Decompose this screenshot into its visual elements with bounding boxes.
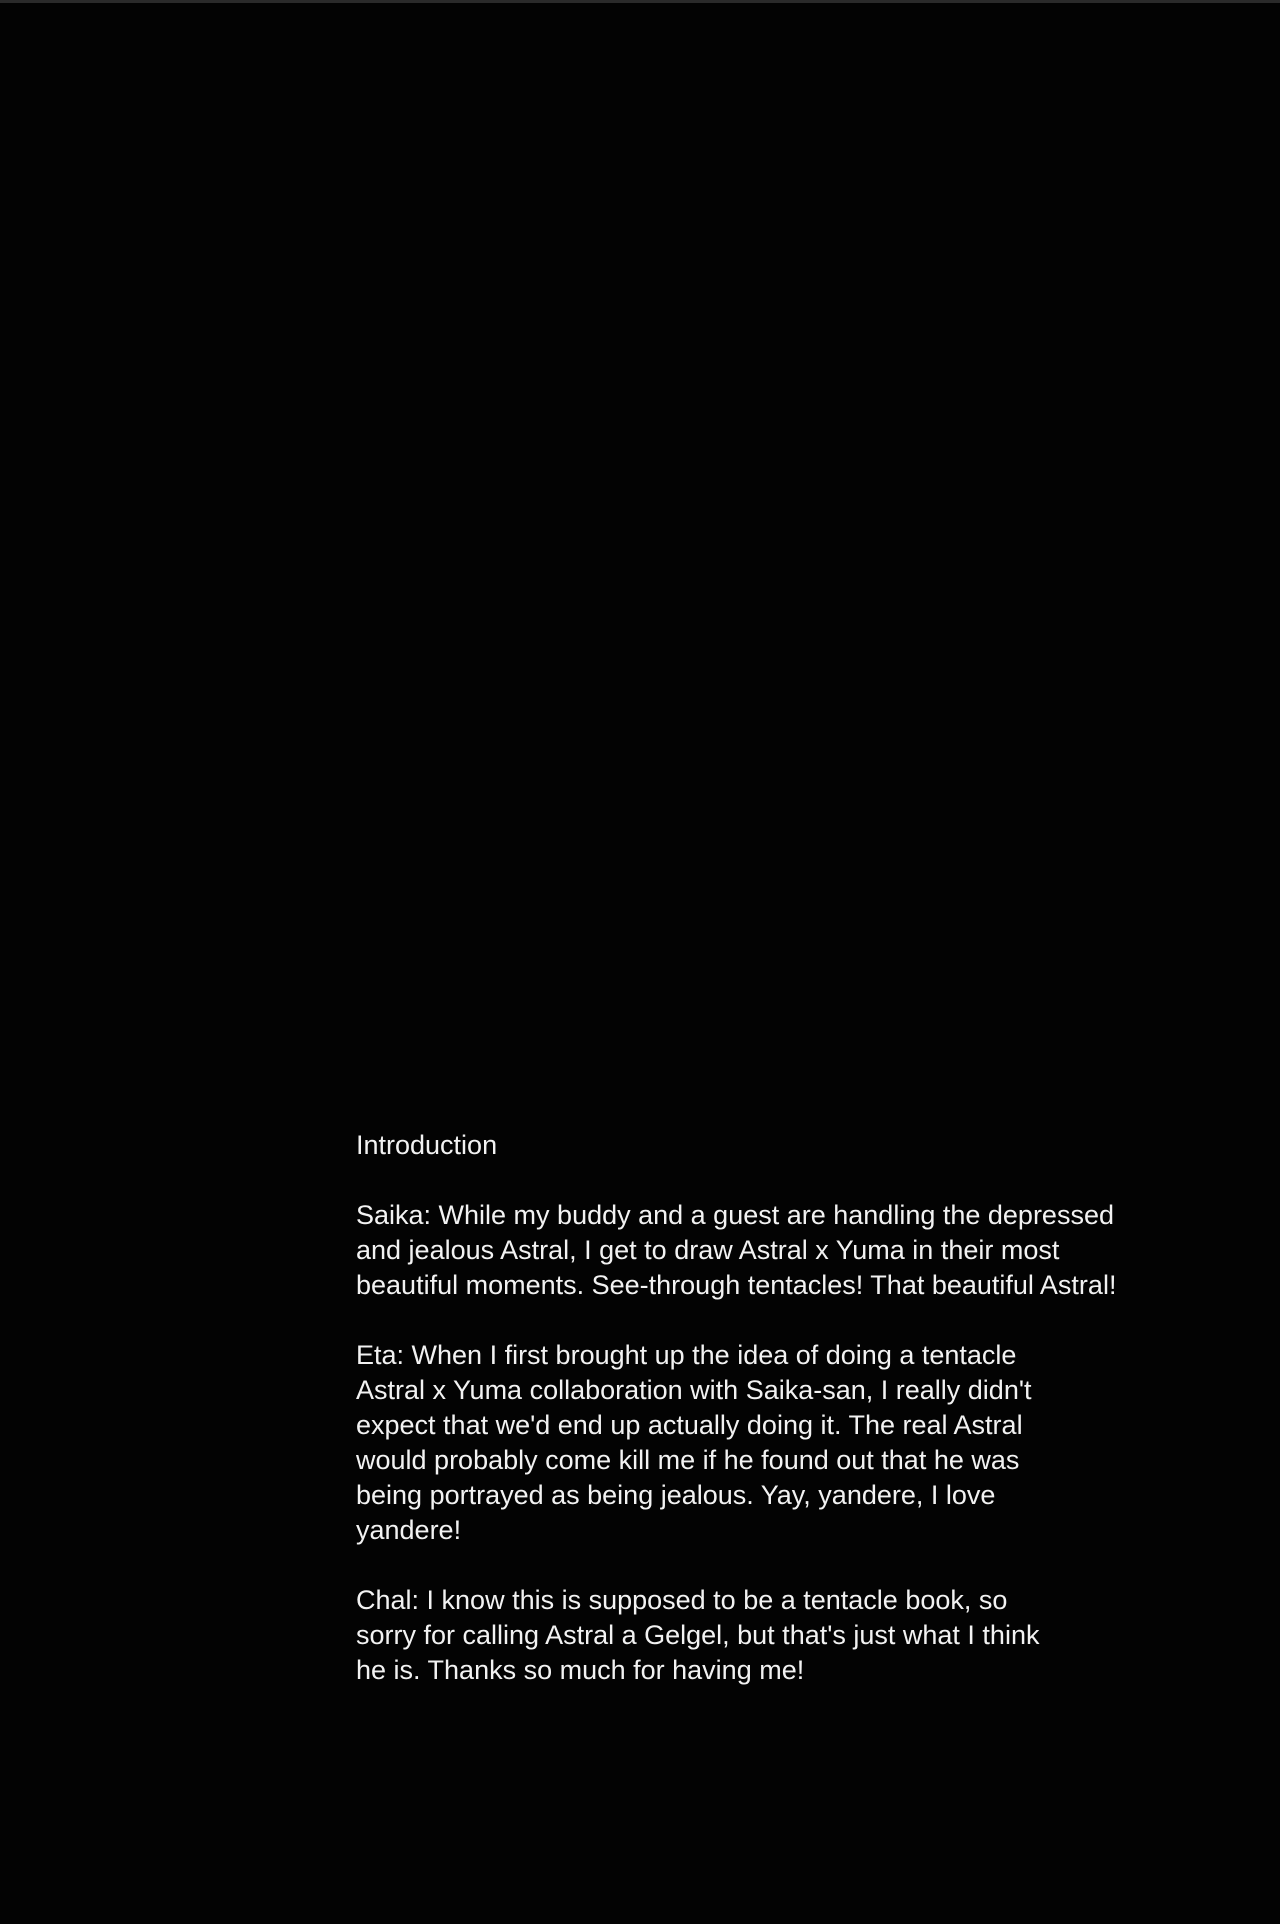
- eta-paragraph: [356, 1338, 1236, 1548]
- chal-paragraph: [356, 1583, 1236, 1688]
- text-line: and jealous Astral, I get to draw Astral x Yuma in their most: [356, 1235, 1060, 1265]
- page-top-edge: [0, 0, 1280, 3]
- text-line: would probably come kill me if he found out that he was: [356, 1445, 1020, 1475]
- text-line: Chal: I know this is supposed to be a tentacle book, so: [356, 1585, 1008, 1615]
- introduction-text-block: [356, 1128, 1236, 1723]
- text-line: yandere!: [356, 1515, 462, 1545]
- text-line: Eta: When I first brought up the idea of doing a tentacle: [356, 1340, 1017, 1370]
- text-line: being portrayed as being jealous. Yay, yandere, I love: [356, 1480, 996, 1510]
- introduction-heading: Introduction: [356, 1130, 498, 1160]
- text-line: sorry for calling Astral a Gelgel, but that's just what I think: [356, 1620, 1040, 1650]
- text-line: beautiful moments. See-through tentacles! That beautiful Astral!: [356, 1270, 1117, 1300]
- text-line: expect that we'd end up actually doing it. The real Astral: [356, 1410, 1023, 1440]
- saika-paragraph: [356, 1198, 1236, 1303]
- text-line: he is. Thanks so much for having me!: [356, 1655, 805, 1685]
- text-line: Saika: While my buddy and a guest are handling the depressed: [356, 1200, 1114, 1230]
- text-line: Astral x Yuma collaboration with Saika-san, I really didn't: [356, 1375, 1032, 1405]
